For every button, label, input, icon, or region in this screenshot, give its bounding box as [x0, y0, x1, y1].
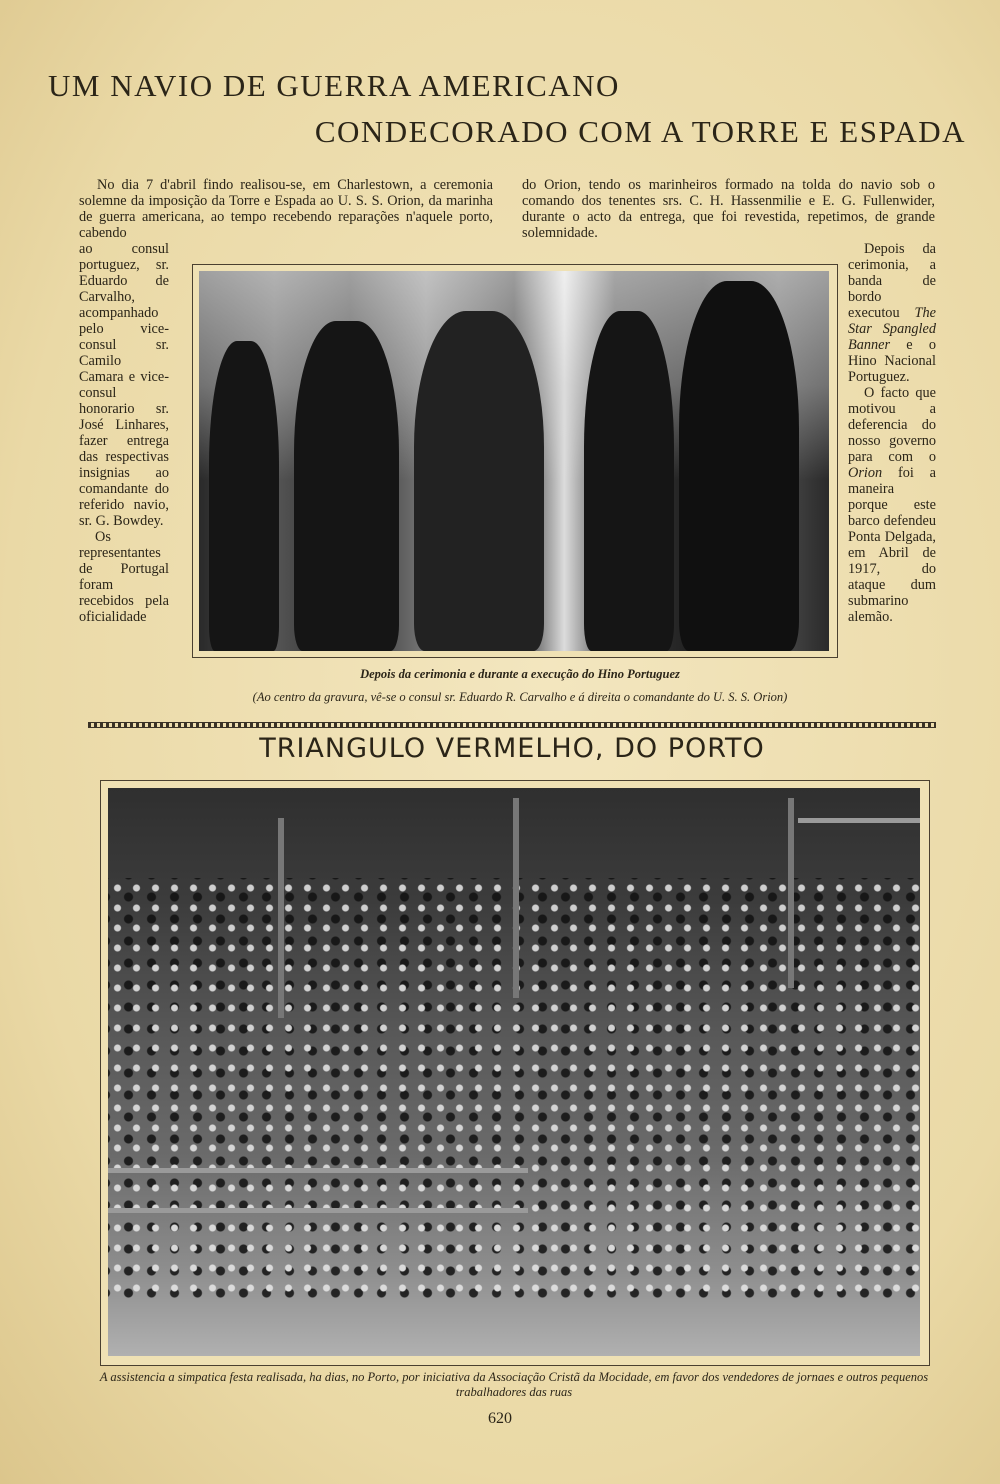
ceremony-photo-frame — [192, 264, 838, 658]
article-narrow-left-column — [79, 241, 169, 625]
ship-name: Orion — [848, 465, 883, 481]
photo-figure — [584, 311, 674, 651]
section-title: TRIANGULO VERMELHO, DO PORTO — [259, 733, 765, 764]
narrow-right-p2-start: O facto que motivou a deferencia do nosso governo para com o — [848, 385, 936, 465]
narrow-right-paragraph-2 — [848, 385, 936, 625]
crowd-photo — [108, 788, 920, 1356]
crowd-photo-frame — [100, 780, 930, 1366]
ceremony-caption-subtitle: (Ao centro da gravura, vê-se o consul sr. Eduardo R. Carvalho e á direita o comandante do U. S. S. Orion) — [252, 690, 788, 704]
crowd-caption: A assistencia a simpatica festa realisada, ha dias, no Porto, por iniciativa da Associação Cristã da Mocidade, em favor dos vendedores de jornaes e outros pequenos trabalhadores das ruas — [99, 1370, 929, 1399]
photo-figure — [679, 281, 799, 651]
intro-right-text: do Orion, tendo os marinheiros formado na tolda do navio sob o comando dos tenentes srs. C. H. Hassenmilie e E. G. Fullenwider, durante o acto da entrega, que foi revestida, repetimos, de grande solemnidade. — [522, 177, 935, 241]
headline-line-2: CONDECORADO COM A TORRE E ESPADA — [314, 114, 966, 149]
page-number: 620 — [488, 1410, 512, 1427]
fence-rail — [108, 1168, 528, 1173]
narrow-right-p1-start: Depois da cerimonia, a banda de bordo executou — [848, 241, 936, 321]
narrow-right-p1-end: e o Hino Nacional Portuguez. — [848, 337, 936, 385]
anthem-title: The Star Spangled Banner — [848, 305, 936, 353]
article-intro-left — [79, 177, 493, 241]
article-narrow-right-column — [848, 241, 936, 625]
fence-rail — [108, 1208, 528, 1213]
stand-post — [788, 798, 794, 988]
stand-post — [513, 798, 519, 998]
ceremony-photo — [199, 271, 829, 651]
narrow-left-paragraph-2: Os representantes de Portugal foram recebidos pela oficialidade — [79, 529, 169, 625]
narrow-right-p2-end: foi a maneira porque este barco defendeu Ponta Delgada, em Abril de 1917, do ataque dum submarino alemão. — [848, 465, 936, 625]
narrow-left-paragraph-1: ao consul portuguez, sr. Eduardo de Carvalho, acompanhado pelo vice-consul sr. Camilo Camara e vice-consul honorario sr. José Linhares, fazer entrega das respectivas insignias ao comandante do referido navio, sr. G. Bowdey. — [79, 241, 169, 529]
intro-left-text: No dia 7 d'abril findo realisou-se, em Charlestown, a ceremonia solemne da imposição da Torre e Espada ao U. S. S. Orion, da marinha de guerra americana, ao tempo recebendo reparações n'aquele porto, cabendo — [79, 177, 493, 241]
stand-railing — [798, 818, 920, 823]
photo-figure — [209, 341, 279, 651]
stand-post — [278, 818, 284, 1018]
article-intro-right — [522, 177, 935, 241]
section-divider — [88, 722, 936, 728]
narrow-right-paragraph-1 — [848, 241, 936, 385]
ceremony-caption-title: Depois da cerimonia e durante a execução do Hino Portuguez — [360, 667, 680, 681]
photo-figure — [294, 321, 399, 651]
photo-figure — [414, 311, 544, 651]
headline-line-1: UM NAVIO DE GUERRA AMERICANO — [48, 68, 620, 103]
